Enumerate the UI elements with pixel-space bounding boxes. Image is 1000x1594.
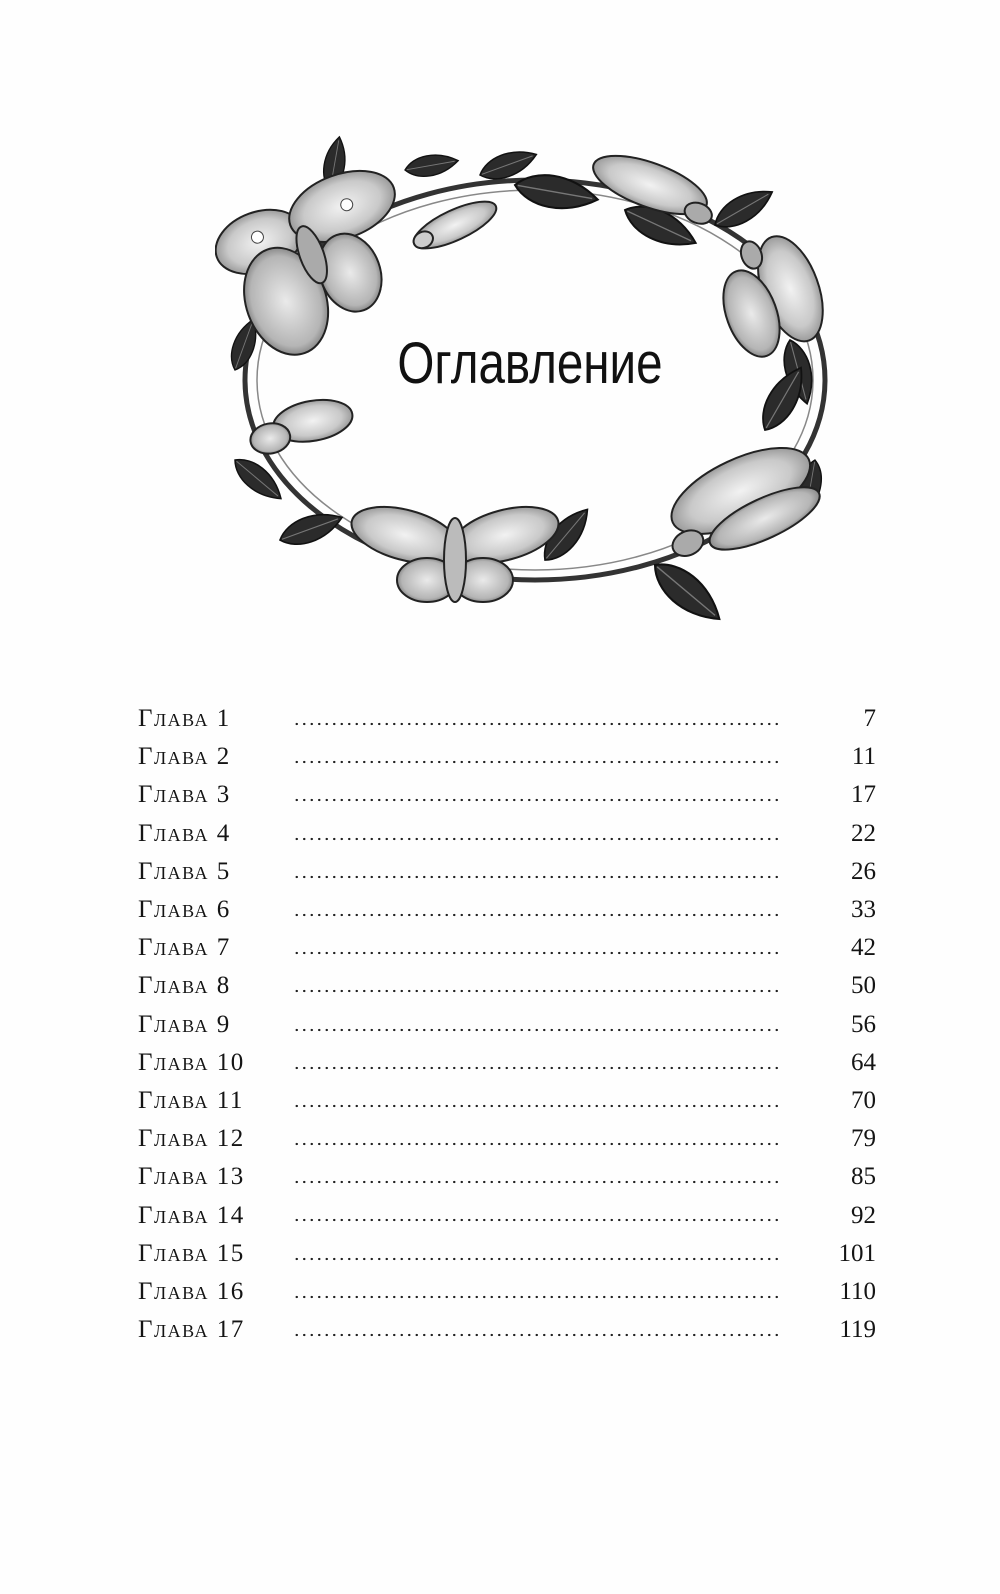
toc-entry-label: Глава 9 [138, 1010, 231, 1038]
toc-entry [138, 1196, 876, 1234]
dot-leader [293, 1180, 783, 1184]
toc-entry-label: Глава 8 [138, 972, 231, 1000]
dot-leader [293, 1028, 783, 1032]
toc-entry [138, 776, 876, 814]
toc-entry-label: Глава 3 [138, 781, 231, 809]
toc-entry-page-number: 26 [851, 857, 876, 885]
toc-entry [138, 967, 876, 1005]
toc-entry-label: Глава 12 [138, 1125, 245, 1153]
toc-entry-label: Глава 14 [138, 1201, 245, 1229]
dot-leader [293, 1066, 783, 1070]
dot-leader [293, 1333, 783, 1337]
toc-entry-page-number: 7 [863, 705, 876, 733]
toc-entry-page-number: 11 [851, 743, 876, 771]
toc-entry [138, 1120, 876, 1158]
dot-leader [293, 837, 783, 841]
toc-entry-label: Глава 5 [138, 857, 231, 885]
toc-entry-page-number: 110 [839, 1277, 876, 1305]
toc-entry [138, 1235, 876, 1273]
toc-entry-page-number: 92 [851, 1201, 876, 1229]
toc-entry-page-number: 119 [839, 1316, 876, 1344]
toc-entry-label: Глава 6 [138, 896, 231, 924]
toc-entry [138, 1158, 876, 1196]
toc-entry [138, 1082, 876, 1120]
page-title: Оглавление [397, 331, 663, 396]
dot-leader [293, 875, 783, 879]
dot-leader [293, 989, 783, 993]
toc-entry-label: Глава 13 [138, 1163, 245, 1191]
dot-leader [293, 1257, 783, 1261]
toc-entry-label: Глава 7 [138, 934, 231, 962]
toc-entry [138, 700, 876, 738]
toc-entry-page-number: 56 [851, 1010, 876, 1038]
dot-leader [293, 1295, 783, 1299]
toc-entry [138, 815, 876, 853]
toc-entry [138, 1273, 876, 1311]
dot-leader [293, 760, 783, 764]
toc-entry [138, 738, 876, 776]
toc-entry [138, 853, 876, 891]
toc-entry [138, 891, 876, 929]
dot-leader [293, 951, 783, 955]
toc-entry-label: Глава 16 [138, 1277, 245, 1305]
toc-entry-page-number: 70 [851, 1086, 876, 1114]
toc-entry-label: Глава 1 [138, 705, 231, 733]
toc-entry-page-number: 50 [851, 972, 876, 1000]
table-of-contents [138, 700, 876, 1349]
toc-entry-page-number: 79 [851, 1125, 876, 1153]
toc-entry [138, 1006, 876, 1044]
dot-leader [293, 1218, 783, 1222]
toc-entry-label: Глава 4 [138, 819, 231, 847]
toc-entry-label: Глава 10 [138, 1048, 245, 1076]
toc-entry-page-number: 101 [838, 1239, 876, 1267]
toc-entry-label: Глава 2 [138, 743, 231, 771]
toc-entry [138, 1044, 876, 1082]
toc-entry-label: Глава 17 [138, 1316, 245, 1344]
toc-entry [138, 929, 876, 967]
dot-leader [293, 798, 783, 802]
toc-entry-page-number: 22 [851, 819, 876, 847]
dot-leader [293, 1104, 783, 1108]
toc-entry-label: Глава 15 [138, 1239, 245, 1267]
toc-entry-page-number: 64 [851, 1048, 876, 1076]
dot-leader [293, 1142, 783, 1146]
dot-leader [293, 913, 783, 917]
toc-entry-page-number: 17 [851, 781, 876, 809]
toc-entry-label: Глава 11 [138, 1086, 244, 1114]
toc-entry-page-number: 33 [851, 896, 876, 924]
toc-entry-page-number: 42 [851, 934, 876, 962]
toc-entry-page-number: 85 [851, 1163, 876, 1191]
dot-leader [293, 722, 783, 726]
toc-entry [138, 1311, 876, 1349]
